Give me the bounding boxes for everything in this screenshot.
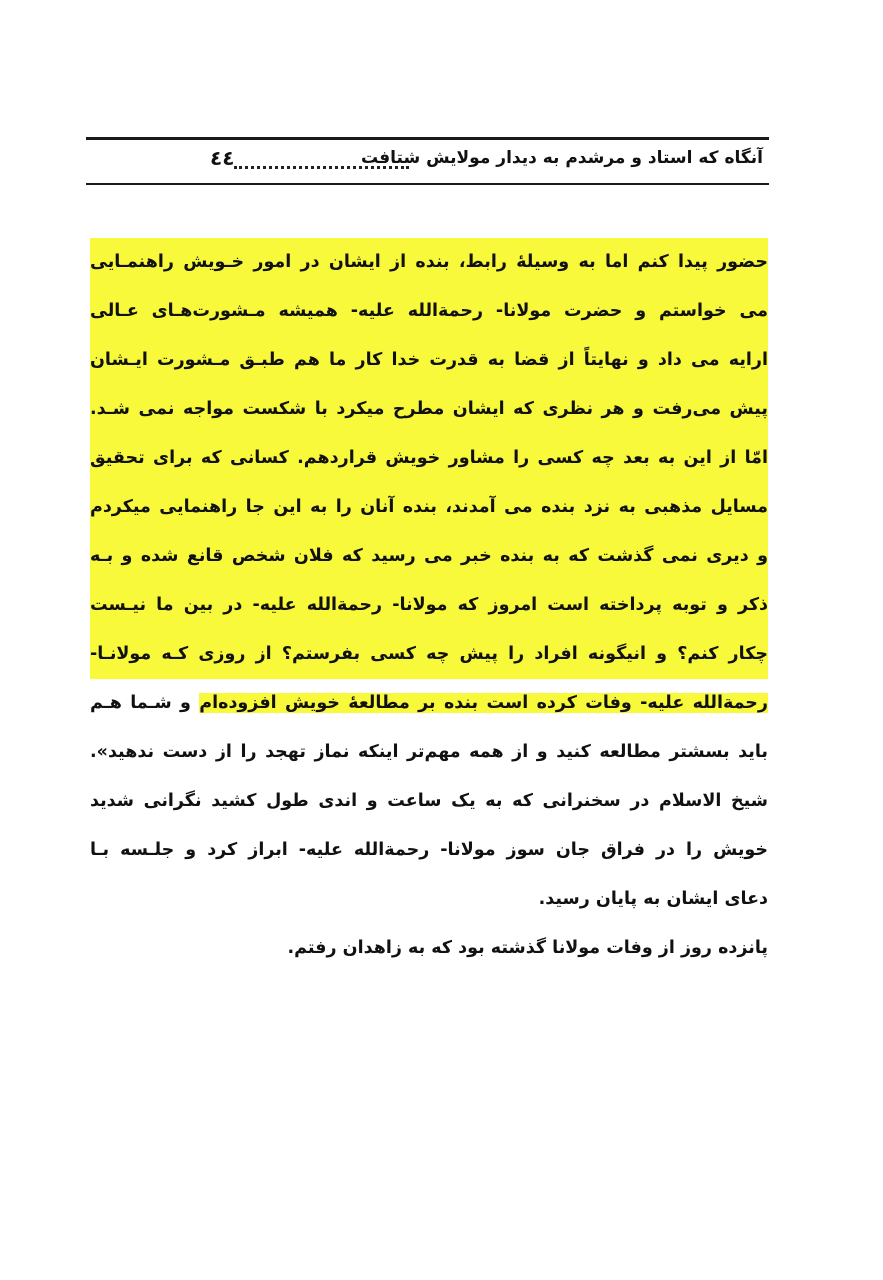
plain-segment: و شـما هـم bbox=[90, 693, 200, 713]
page-number: ٤٤ bbox=[210, 146, 235, 170]
highlighted-line: و دیری نمی گذشت که به بنده خبر می رسید که فلان شخص قانع شده و بـه bbox=[90, 532, 768, 581]
text-line: خویش را در فراق جان سوز مولانا- رحمةالله علیه- ابراز کرد و جلـسه بـا bbox=[90, 840, 768, 860]
dotted-leader bbox=[234, 152, 409, 169]
text-line: باید بسشتر مطالعه کنید و از همه مهم‌تر اینکه نماز تهجد را از دست ندهید». bbox=[90, 742, 768, 762]
text-line: پانزده روز از وفات مولانا گذشته بود که به زاهدان رفتم. bbox=[287, 938, 768, 958]
page-header bbox=[86, 137, 769, 185]
partially-highlighted-line bbox=[90, 679, 768, 728]
body-text bbox=[90, 238, 768, 973]
highlighted-line: امّا از این به بعد چه کسی را مشاور خویش قراردهم. کسانی که برای تحقیق bbox=[90, 434, 768, 483]
running-title: آنگاه که استاد و مرشدم به دیدار مولایش شتافت bbox=[361, 148, 763, 168]
highlighted-line: ارایه می داد و نهایتاً از قضا به قدرت خدا کار ما هم طبـق مـشورت ایـشان bbox=[90, 336, 768, 385]
highlighted-line: مسایل مذهبی به نزد بنده می آمدند، بنده آنان را به این جا راهنمایی میکردم bbox=[90, 483, 768, 532]
highlighted-line: حضور پیدا کنم اما به وسیلهٔ رابط، بنده از ایشان در امور خـویش راهنمـایی bbox=[90, 238, 768, 287]
highlighted-line: چکار کنم؟ و انیگونه افراد را پیش چه کسی بفرستم؟ از روزی کـه مولانـا- bbox=[90, 630, 768, 679]
highlighted-line: ذکر و توبه پرداخته است امروز که مولانا- رحمةالله علیه- در بین ما نیـست bbox=[90, 581, 768, 630]
text-line: شیخ الاسلام در سخنرانی که به یک ساعت و اندی طول کشید نگرانی شدید bbox=[90, 791, 768, 811]
highlighted-line: می خواستم و حضرت مولانا- رحمةالله علیه- همیشه مـشورت‌هـای عـالی bbox=[90, 287, 768, 336]
text-line: دعای ایشان به پایان رسید. bbox=[538, 889, 768, 909]
highlighted-line: پیش می‌رفت و هر نظری که ایشان مطرح میکرد با شکست مواجه نمی شـد. bbox=[90, 385, 768, 434]
highlighted-segment: رحمةالله علیه- وفات کرده است بنده بر مطالعهٔ خویش افزوده‌ام bbox=[199, 693, 768, 713]
